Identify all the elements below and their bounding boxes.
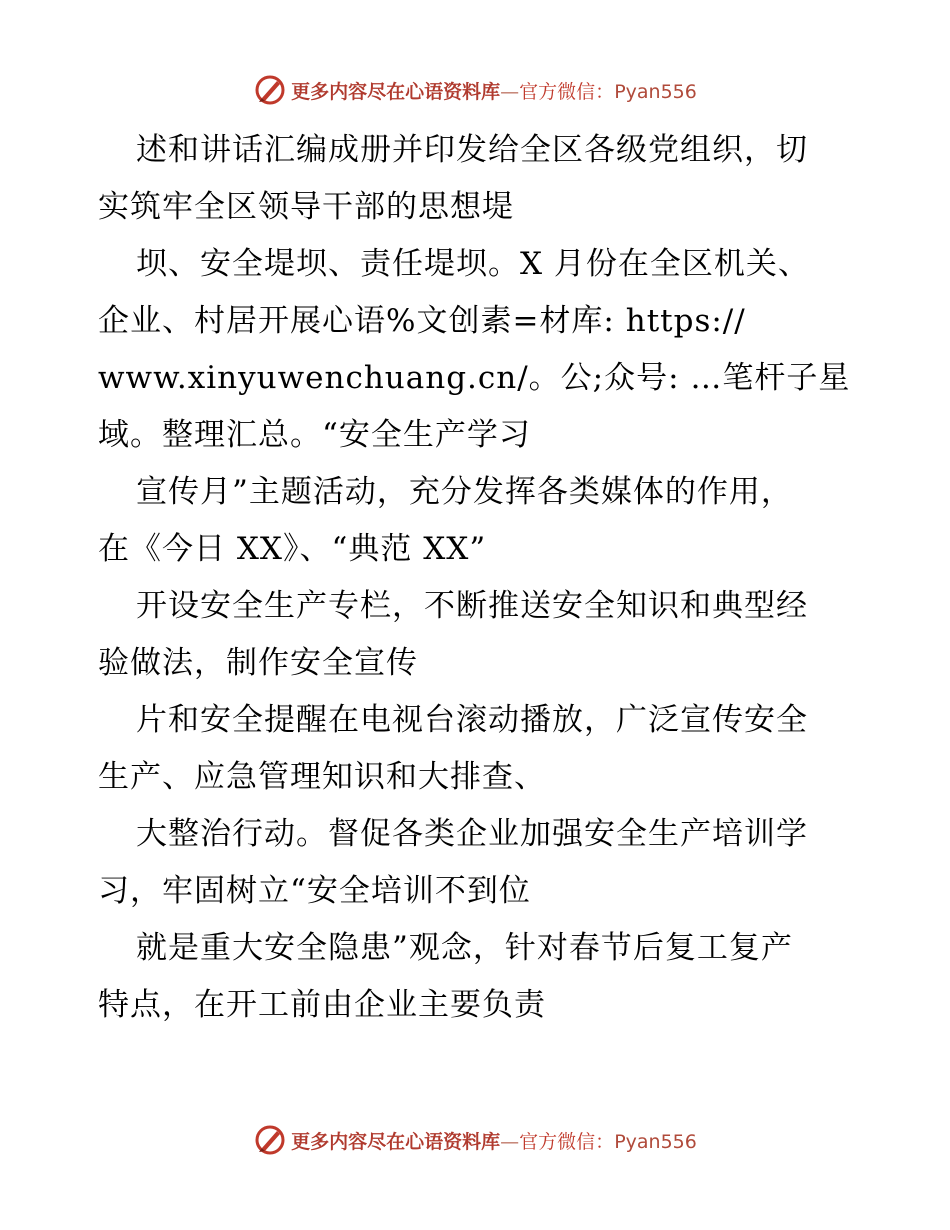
- watermark-text: [291, 1127, 697, 1154]
- text-line: 坝、安全堤坝、责任堤坝。X 月份在全区机关、: [136, 246, 810, 282]
- text-line: 验做法，制作安全宣传: [98, 645, 418, 681]
- watermark-id: Pyan556: [614, 1130, 697, 1153]
- text-line: 开设安全生产专栏，不断推送安全知识和典型经: [136, 588, 808, 624]
- pen-logo-icon: [253, 73, 287, 107]
- watermark-id: Pyan556: [614, 80, 697, 103]
- text-line: 大整治行动。督促各类企业加强安全生产培训学: [136, 816, 808, 852]
- text-line: 生产、应急管理知识和大排查、: [98, 759, 546, 795]
- text-line: 在《今日 XX》、“典范 XX”: [98, 531, 487, 567]
- header-watermark-banner: [0, 70, 950, 110]
- text-line: 域。整理汇总。“安全生产学习: [98, 417, 531, 453]
- document-body: [98, 122, 858, 1034]
- text-line: 述和讲话汇编成册并印发给全区各级党组织，切: [136, 132, 808, 168]
- watermark-dash: —: [500, 80, 520, 103]
- watermark-main: 更多内容尽在心语资料库: [291, 80, 501, 103]
- text-line: 就是重大安全隐患”观念，针对春节后复工复产: [136, 930, 793, 966]
- text-line: 宣传月”主题活动，充分发挥各类媒体的作用，: [136, 474, 793, 510]
- watermark-text: [291, 77, 697, 104]
- text-line: 特点，在开工前由企业主要负责: [98, 987, 546, 1023]
- watermark-dash: —: [500, 1130, 520, 1153]
- footer-watermark-banner: [0, 1120, 950, 1160]
- text-line: 企业、村居开展心语%文创素=材库: https://: [98, 303, 746, 339]
- pen-logo-icon: [253, 1123, 287, 1157]
- watermark-sub: 官方微信：: [519, 80, 615, 103]
- text-line: 实筑牢全区领导干部的思想堤: [98, 189, 514, 225]
- text-line: 片和安全提醒在电视台滚动播放，广泛宣传安全: [136, 702, 808, 738]
- text-line: 习，牢固树立“安全培训不到位: [98, 873, 531, 909]
- watermark-sub: 官方微信：: [519, 1130, 615, 1153]
- text-line: www.xinyuwenchuang.cn/。公;众号: …笔杆子星: [98, 360, 851, 396]
- watermark-main: 更多内容尽在心语资料库: [291, 1130, 501, 1153]
